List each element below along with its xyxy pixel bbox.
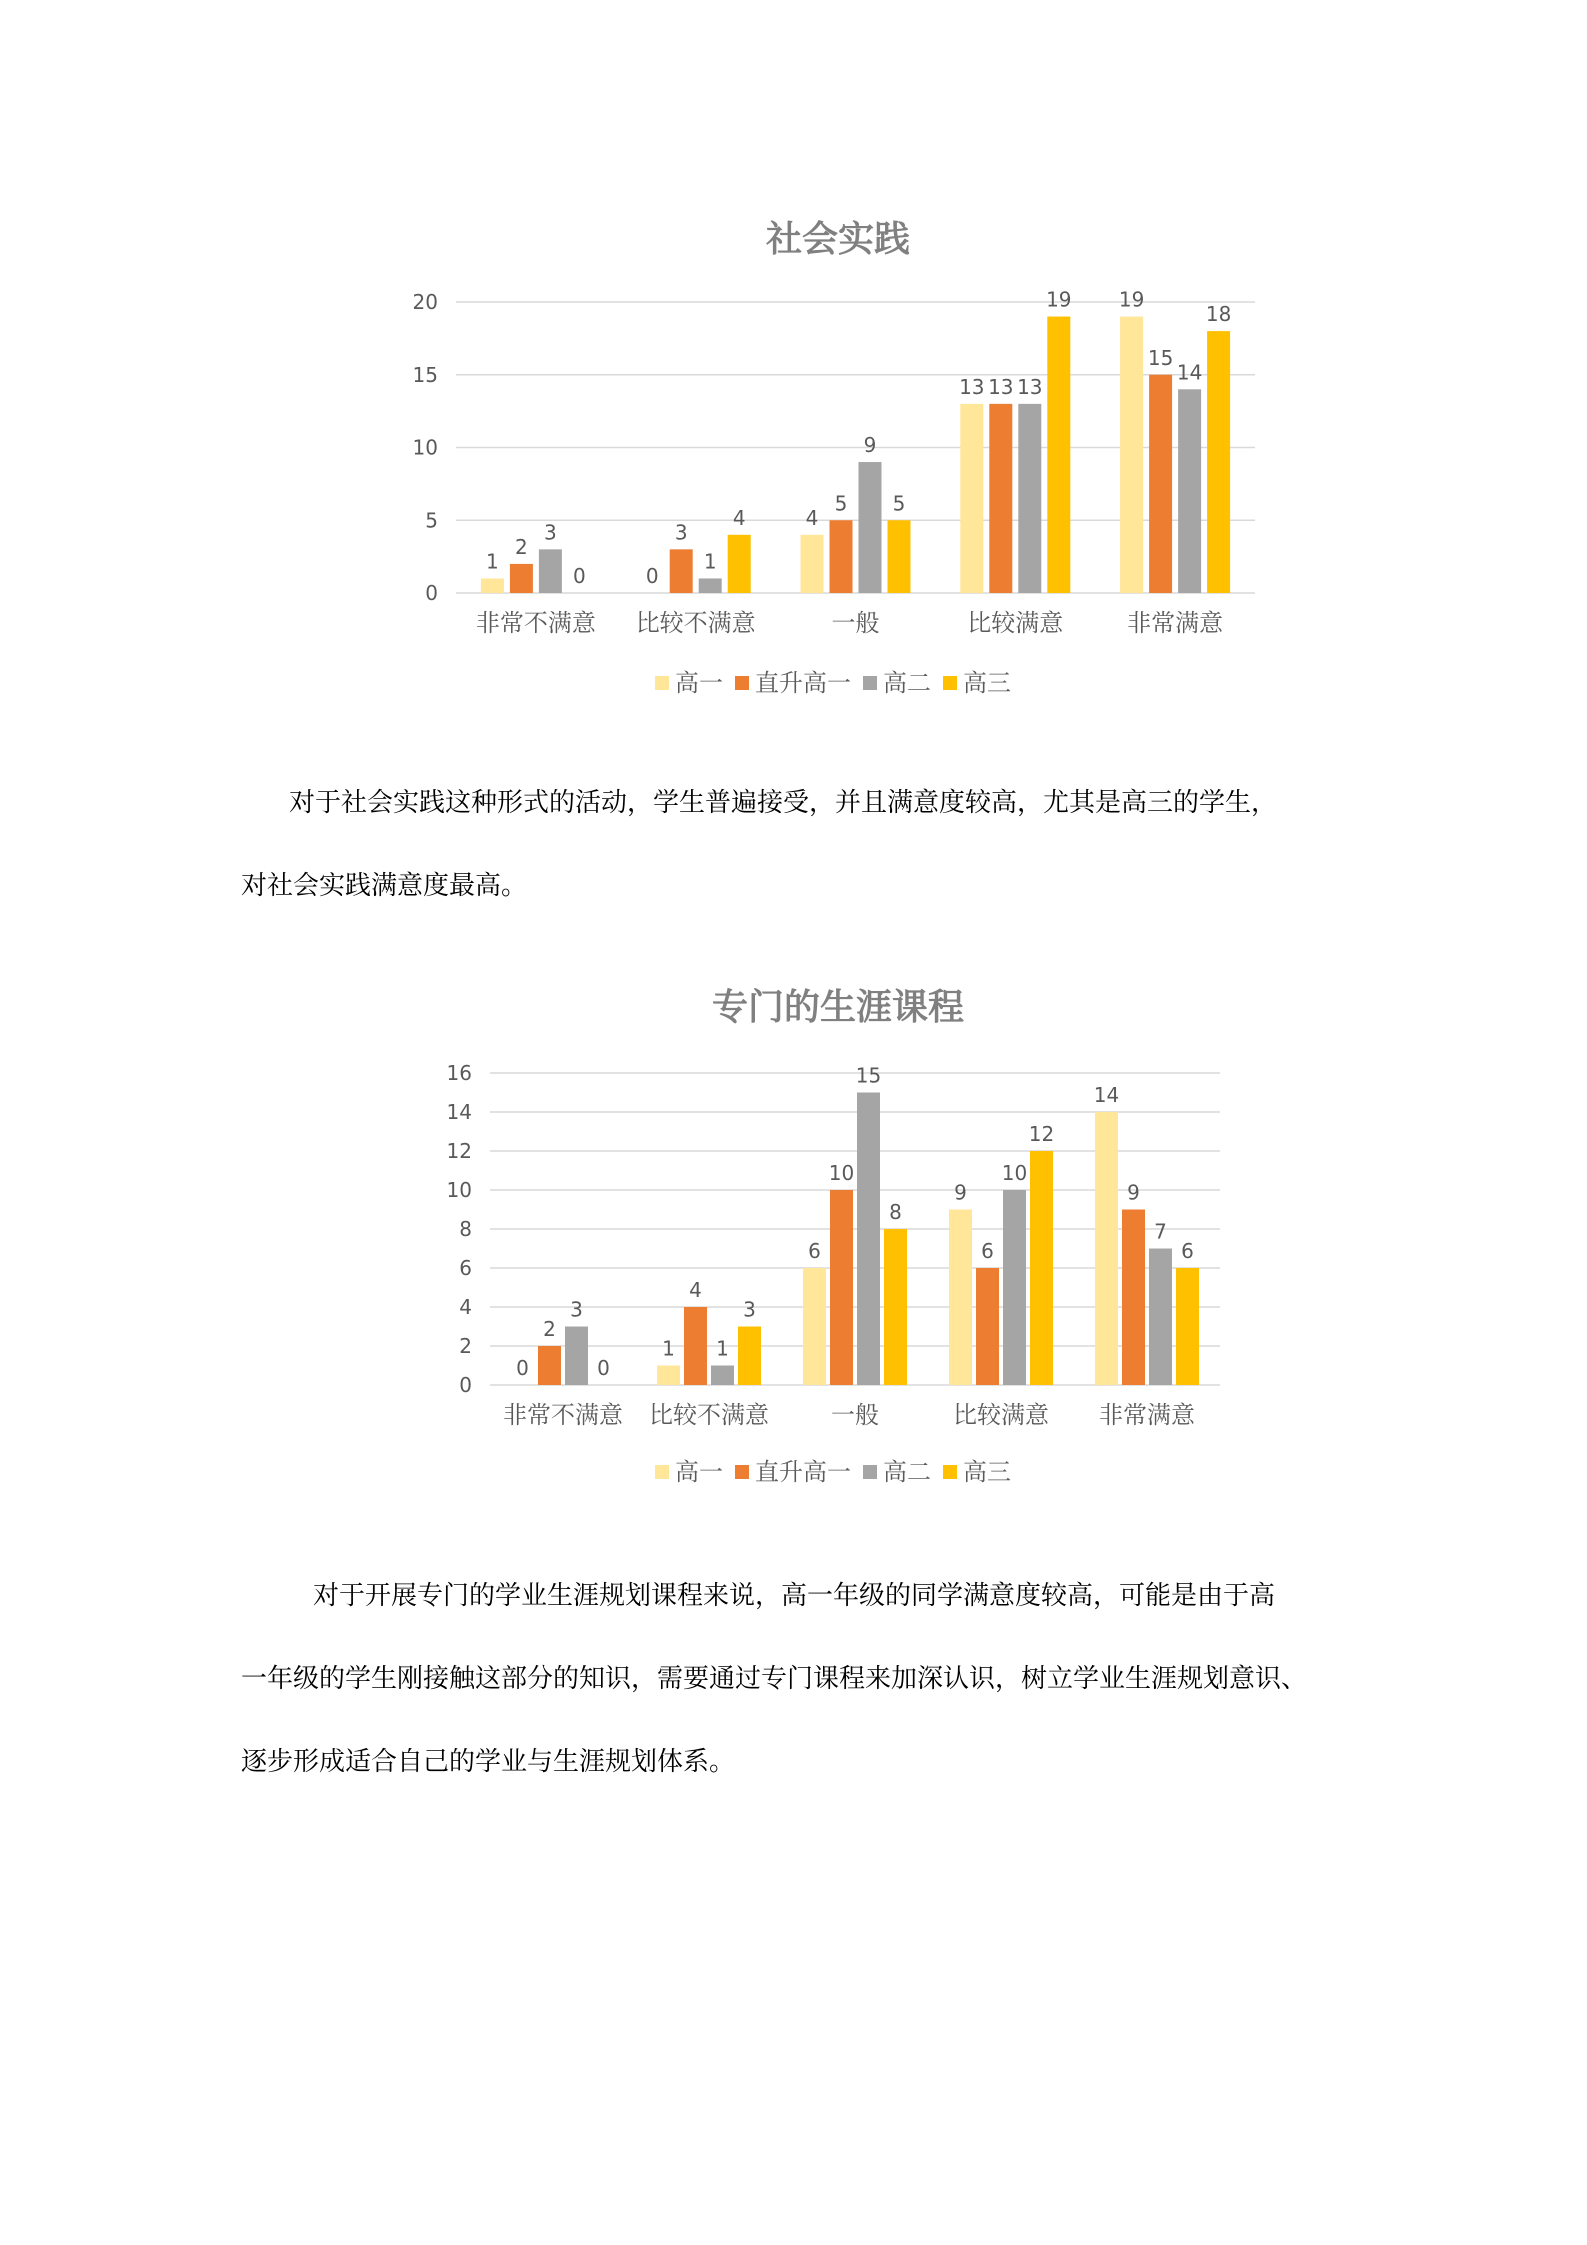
paragraph-line: 逐步形成适合自己的学业与生涯规划体系。 — [241, 1747, 736, 1777]
x-tick-label: 一般 — [831, 609, 880, 637]
bar-高二-一般 — [857, 1093, 880, 1386]
data-label: 6 — [1181, 1239, 1194, 1263]
paragraph-line: 对于开展专门的学业生涯规划课程来说，高一年级的同学满意度较高，可能是由于高 — [313, 1581, 1276, 1611]
bar-高一-非常满意 — [1095, 1112, 1118, 1385]
legend-swatch-直升高一 — [735, 1465, 749, 1479]
paragraph-line: 对于社会实践这种形式的活动，学生普遍接受，并且满意度较高，尤其是高三的学生， — [289, 788, 1278, 818]
y-tick-label: 10 — [446, 1178, 472, 1202]
x-tick-label: 比较不满意 — [635, 609, 756, 637]
bar-高二-非常满意 — [1149, 1249, 1172, 1386]
y-tick-label: 0 — [425, 581, 438, 605]
data-label: 1 — [716, 1336, 729, 1361]
legend-label-高一: 高一 — [675, 1458, 723, 1486]
data-label: 0 — [516, 1356, 529, 1380]
data-label: 3 — [570, 1297, 583, 1322]
data-label: 1 — [662, 1336, 675, 1361]
paragraph-line: 一年级的学生刚接触这部分的知识，需要通过专门课程来加深认识，树立学业生涯规划意识、 — [241, 1664, 1308, 1694]
data-label: 7 — [1154, 1219, 1167, 1244]
bar-高一-比较满意 — [949, 1210, 972, 1386]
data-label: 4 — [689, 1278, 702, 1302]
bar-高二-比较不满意 — [711, 1366, 734, 1386]
x-tick-label: 非常不满意 — [475, 609, 596, 637]
legend-swatch-高二 — [863, 1465, 877, 1479]
data-label: 12 — [1028, 1122, 1055, 1146]
data-label: 8 — [889, 1200, 902, 1224]
y-tick-label: 14 — [446, 1100, 472, 1124]
data-label: 3 — [743, 1297, 756, 1322]
data-label: 15 — [1147, 345, 1174, 370]
data-label: 1 — [703, 549, 717, 574]
y-tick-label: 16 — [446, 1061, 472, 1085]
paragraph-career-course — [241, 1555, 1351, 1804]
legend-label-直升高一: 直升高一 — [755, 669, 851, 697]
bar-直升高一-一般 — [830, 1190, 853, 1385]
data-label: 4 — [805, 505, 819, 530]
data-label: 10 — [828, 1161, 855, 1185]
data-label: 6 — [808, 1239, 821, 1263]
data-label: 3 — [544, 520, 557, 545]
y-tick-label: 2 — [459, 1334, 472, 1358]
paragraph-line: 对社会实践满意度最高。 — [241, 871, 528, 901]
legend-label-高三: 高三 — [963, 669, 1011, 697]
data-label: 0 — [573, 564, 586, 588]
x-tick-label: 比较满意 — [967, 609, 1064, 637]
data-label: 5 — [834, 491, 848, 516]
x-tick-label: 一般 — [831, 1401, 879, 1429]
data-label: 5 — [892, 491, 906, 516]
bar-高二-非常不满意 — [565, 1327, 588, 1386]
data-label: 2 — [515, 534, 528, 559]
y-tick-label: 5 — [425, 508, 438, 533]
legend-label-高二: 高二 — [883, 669, 931, 697]
y-tick-label: 8 — [459, 1217, 472, 1241]
data-label: 9 — [863, 433, 877, 458]
legend-label-直升高一: 直升高一 — [755, 1458, 851, 1486]
x-tick-label: 比较不满意 — [649, 1401, 769, 1429]
x-tick-label: 非常不满意 — [503, 1401, 623, 1429]
data-label: 6 — [981, 1239, 994, 1263]
data-label: 0 — [597, 1356, 610, 1380]
data-label: 10 — [1001, 1161, 1028, 1185]
bar-直升高一-非常满意 — [1122, 1210, 1145, 1386]
data-label: 3 — [674, 520, 688, 545]
data-label: 18 — [1205, 302, 1232, 327]
legend-swatch-高一 — [655, 1465, 669, 1479]
data-label: 0 — [645, 564, 659, 588]
bar-高三-非常满意 — [1176, 1268, 1199, 1385]
bar-直升高一-比较不满意 — [684, 1307, 707, 1385]
bar-高一-一般 — [803, 1268, 826, 1385]
data-label: 4 — [732, 505, 746, 530]
x-tick-label: 非常满意 — [1127, 609, 1224, 637]
bar-直升高一-非常不满意 — [538, 1346, 561, 1385]
data-label: 1 — [486, 549, 499, 574]
data-label: 13 — [1017, 374, 1043, 399]
data-label: 13 — [988, 374, 1014, 399]
y-tick-label: 15 — [412, 362, 438, 387]
bar-高二-比较满意 — [1003, 1190, 1026, 1385]
legend-label-高二: 高二 — [883, 1458, 931, 1486]
y-tick-label: 12 — [446, 1139, 472, 1163]
chart-title: 社会实践 — [765, 219, 911, 260]
data-label: 2 — [543, 1317, 556, 1341]
data-label: 9 — [954, 1180, 967, 1205]
data-label: 19 — [1046, 287, 1072, 312]
chart-title: 专门的生涯课程 — [711, 987, 965, 1028]
data-label: 19 — [1118, 287, 1145, 312]
data-label: 15 — [855, 1063, 882, 1088]
y-tick-label: 0 — [459, 1373, 472, 1397]
bar-高三-比较满意 — [1030, 1151, 1053, 1385]
bar-高一-比较不满意 — [657, 1366, 680, 1386]
legend-label-高一: 高一 — [675, 669, 723, 697]
legend-label-高三: 高三 — [963, 1458, 1011, 1486]
y-tick-label: 6 — [459, 1256, 472, 1280]
x-tick-label: 非常满意 — [1099, 1401, 1195, 1429]
x-tick-label: 比较满意 — [953, 1401, 1049, 1429]
data-label: 9 — [1127, 1180, 1140, 1205]
y-tick-label: 20 — [412, 290, 438, 314]
bar-高三-一般 — [884, 1229, 907, 1385]
legend-swatch-高三 — [943, 1465, 957, 1479]
bar-直升高一-比较满意 — [976, 1268, 999, 1385]
data-label: 14 — [1093, 1083, 1120, 1107]
bar-高三-比较不满意 — [738, 1327, 761, 1386]
y-tick-label: 4 — [459, 1295, 472, 1319]
y-tick-label: 10 — [412, 435, 438, 460]
data-label: 13 — [959, 374, 985, 399]
data-label: 14 — [1176, 360, 1203, 385]
